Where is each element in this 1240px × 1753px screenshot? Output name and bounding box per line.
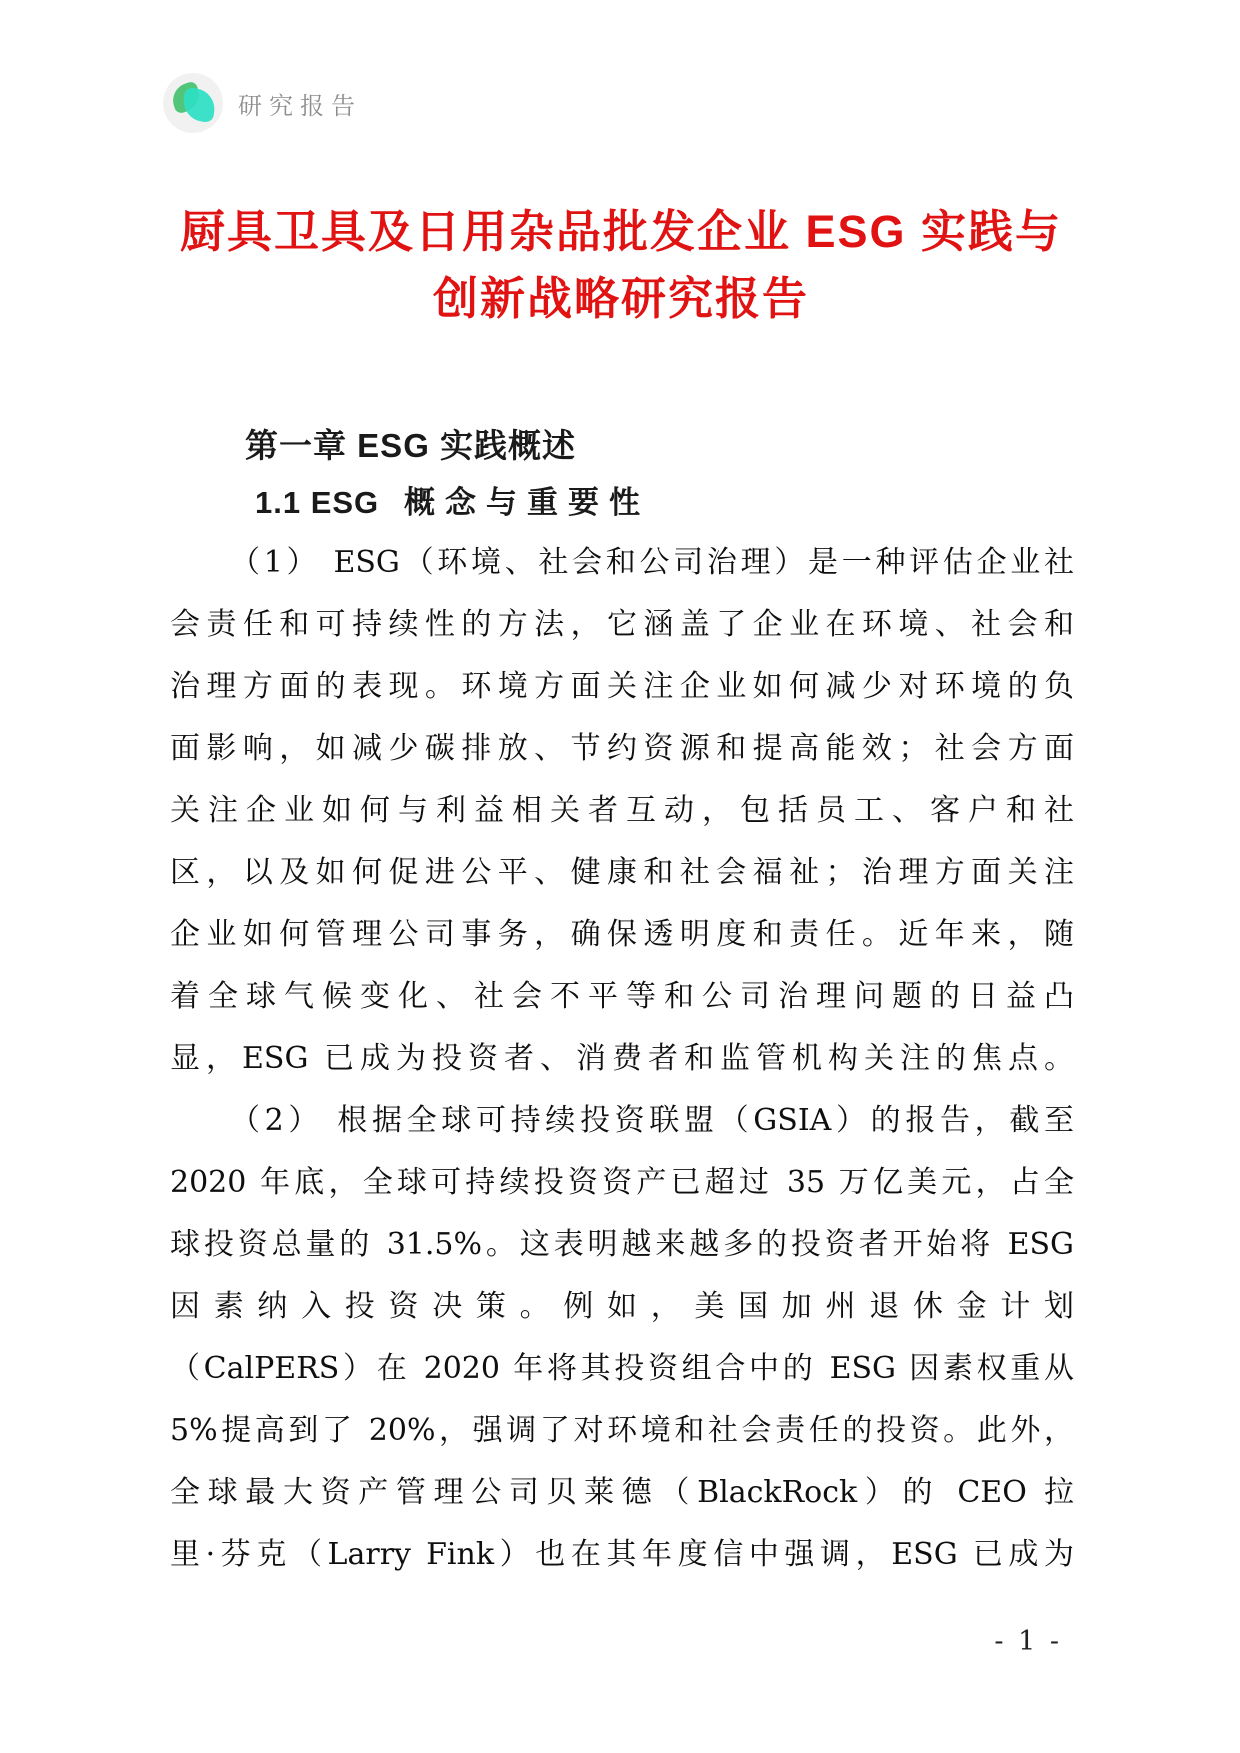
paragraph-2	[170, 1090, 1074, 1586]
leaf-teal-shape	[181, 87, 217, 123]
body-content	[170, 532, 1074, 1586]
section-title-text: 概念与重要性	[403, 485, 650, 521]
report-title-line2: 创新战略研究报告	[432, 273, 809, 324]
body-line: 里·芬克（Larry Fink）也在其年度信中强调，ESG 已成为	[170, 1537, 1074, 1572]
section-heading	[255, 477, 650, 522]
body-line: （CalPERS）在 2020 年将其投资组合中的 ESG 因素权重从	[170, 1351, 1074, 1386]
body-line: 因素纳入投资决策。例如，美国加州退休金计划	[170, 1289, 1074, 1324]
section-number: 1.1 ESG	[255, 485, 380, 520]
page-footer	[994, 1626, 1062, 1657]
body-line: 治理方面的表现。环境方面关注企业如何减少对环境的负	[170, 669, 1074, 704]
paragraph-1	[170, 532, 1074, 1090]
body-line: 2020 年底，全球可持续投资资产已超过 35 万亿美元，占全	[170, 1165, 1074, 1200]
report-header	[163, 73, 362, 133]
body-line: （2） 根据全球可持续投资联盟（GSIA）的报告，截至	[230, 1103, 1074, 1138]
body-line: 面影响，如减少碳排放、节约资源和提高能效；社会方面	[170, 731, 1074, 766]
page-number: - 1 -	[994, 1626, 1062, 1657]
body-line: 关注企业如何与利益相关者互动，包括员工、客户和社	[170, 793, 1074, 828]
report-title-line1: 厨具卫具及日用杂品批发企业 ESG 实践与	[179, 206, 1063, 257]
body-line: （1） ESG（环境、社会和公司治理）是一种评估企业社	[230, 545, 1074, 580]
body-line: 球投资总量的 31.5%。这表明越来越多的投资者开始将 ESG	[170, 1227, 1074, 1262]
body-line: 全球最大资产管理公司贝莱德（BlackRock）的 CEO 拉	[170, 1475, 1074, 1510]
brand-label: 研究报告	[238, 91, 362, 120]
body-line: 显，ESG 已成为投资者、消费者和监管机构关注的焦点。	[170, 1041, 1074, 1076]
brand-logo-icon	[163, 73, 223, 133]
chapter-heading: 第一章 ESG 实践概述	[245, 427, 577, 464]
body-line: 企业如何管理公司事务，确保透明度和责任。近年来，随	[170, 917, 1074, 952]
report-title	[168, 198, 1074, 332]
body-line: 5%提高到了 20%，强调了对环境和社会责任的投资。此外，	[170, 1413, 1074, 1448]
body-line: 会责任和可持续性的方法，它涵盖了企业在环境、社会和	[170, 607, 1074, 642]
body-line: 区，以及如何促进公平、健康和社会福祉；治理方面关注	[170, 855, 1074, 890]
body-line: 着全球气候变化、社会不平等和公司治理问题的日益凸	[170, 979, 1074, 1014]
